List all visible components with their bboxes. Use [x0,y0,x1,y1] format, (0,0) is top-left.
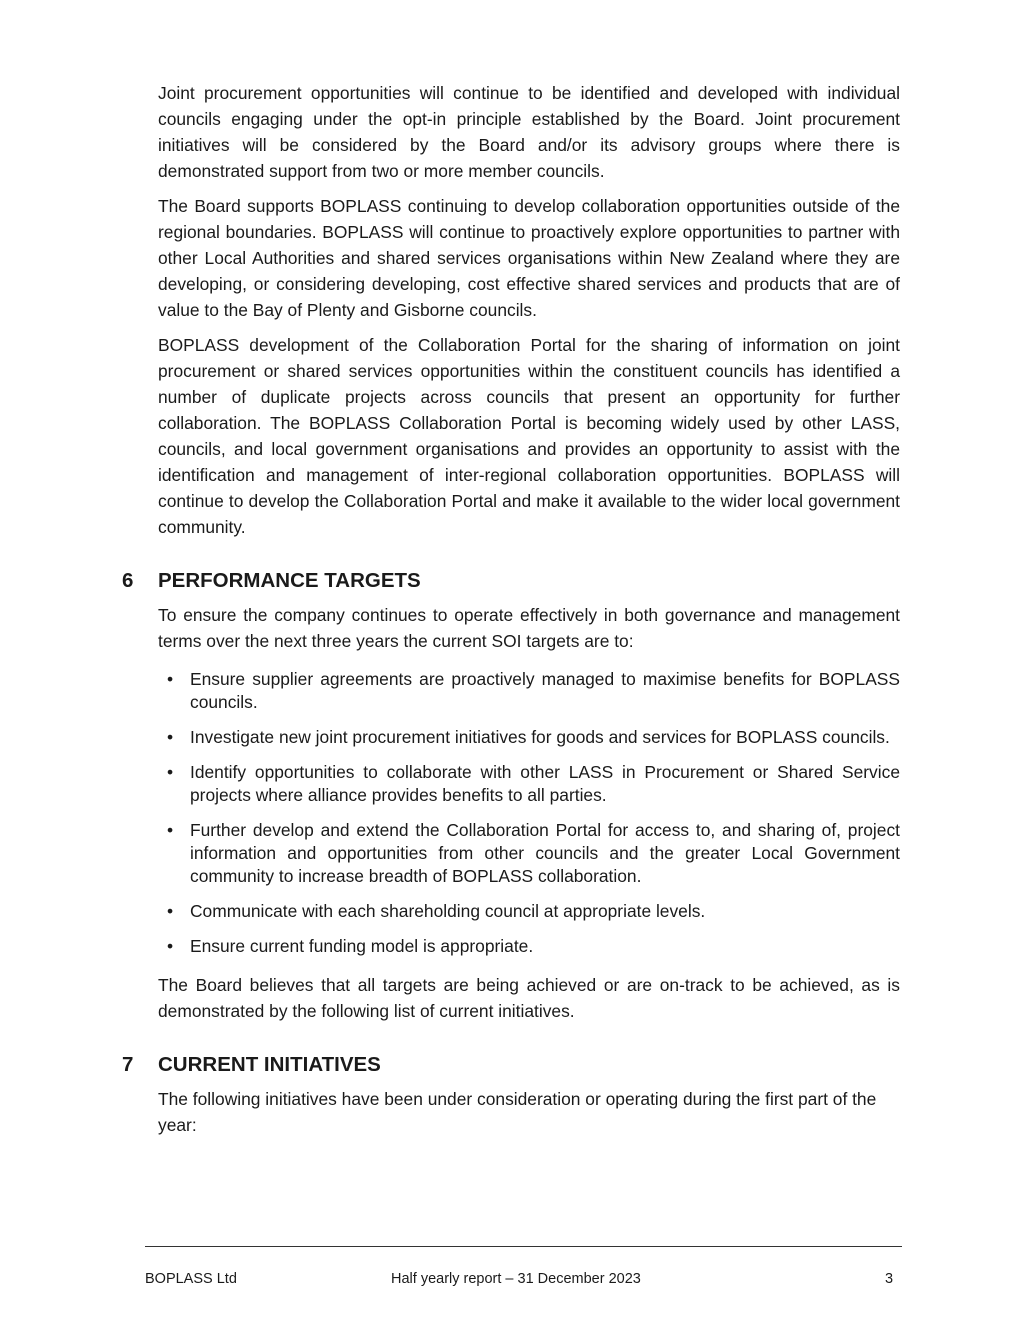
bullet-icon: • [167,669,174,689]
list-item [158,668,900,714]
bullet-icon: • [167,727,174,747]
footer-page-number: 3 [885,1271,894,1287]
section-6-number: 6 [122,569,134,592]
list-item [158,900,900,923]
footer-company: BOPLASS Ltd [145,1271,237,1287]
intro-paragraph-1: Joint procurement opportunities will continue to be identified and developed with individual councils engaging under the opt-in principle established by the Board. Joint procurement initiatives will be considered by the Board and/or its advisory groups where there is demonstrated support from two or more member councils. [158,83,900,181]
target-text: Communicate with each shareholding council at appropriate levels. [190,901,706,921]
page-body [122,80,900,1147]
target-text: Identify opportunities to collaborate with other LASS in Procurement or Shared Service projects where alliance provides benefits to all parties. [190,762,900,805]
target-text: Further develop and extend the Collaboration Portal for access to, and sharing of, project information and opportunities from other councils and the greater Local Government community to increase breadth of BOPLASS collaboration. [190,820,900,886]
list-item [158,761,900,807]
target-text: Ensure supplier agreements are proactively managed to maximise benefits for BOPLASS councils. [190,669,900,712]
performance-targets-list [158,668,900,958]
target-text: Ensure current funding model is appropriate. [190,936,534,956]
section-6-lead: To ensure the company continues to operate effectively in both governance and management terms over the next three years the current SOI targets are to: [158,605,900,651]
bullet-icon: • [167,820,174,840]
section-7-lead: The following initiatives have been under consideration or operating during the first part of the year: [158,1089,877,1135]
intro-paragraph-2: The Board supports BOPLASS continuing to develop collaboration opportunities outside of the regional boundaries. BOPLASS will continue to proactively explore opportunities to partner with other Local Authorities and shared services organisations within New Zealand where they are developing, or considering developing, cost effective shared services and products that are of value to the Bay of Plenty and Gisborne councils. [158,196,900,320]
intro-paragraph-3: BOPLASS development of the Collaboration Portal for the sharing of information on joint procurement or shared services opportunities within the constituent councils has identified a number of duplicate projects across councils that present an opportunity for further collaboration. The BOPLASS Collaboration Portal is becoming widely used by other LASS, councils, and local government organisations and provides an opportunity to assist with the identification and management of inter-regional collaboration opportunities. BOPLASS will continue to develop the Collaboration Portal and make it available to the wider local government community. [158,335,900,537]
section-6-title: PERFORMANCE TARGETS [158,569,421,592]
bullet-icon: • [167,762,174,782]
footer-divider [145,1246,902,1247]
target-text: Investigate new joint procurement initiatives for goods and services for BOPLASS councils. [190,727,890,747]
section-7-title: CURRENT INITIATIVES [158,1053,381,1076]
bullet-icon: • [167,901,174,921]
list-item [158,935,900,958]
list-item [158,819,900,888]
bullet-icon: • [167,936,174,956]
section-7-number: 7 [122,1053,134,1076]
list-item [158,726,900,749]
footer-report-title: Half yearly report – 31 December 2023 [391,1271,641,1287]
section-6-closing: The Board believes that all targets are being achieved or are on-track to be achieved, as is demonstrated by the following list of current initiatives. [158,975,900,1021]
section-7-heading [122,1052,900,1078]
section-6-heading [122,568,900,594]
